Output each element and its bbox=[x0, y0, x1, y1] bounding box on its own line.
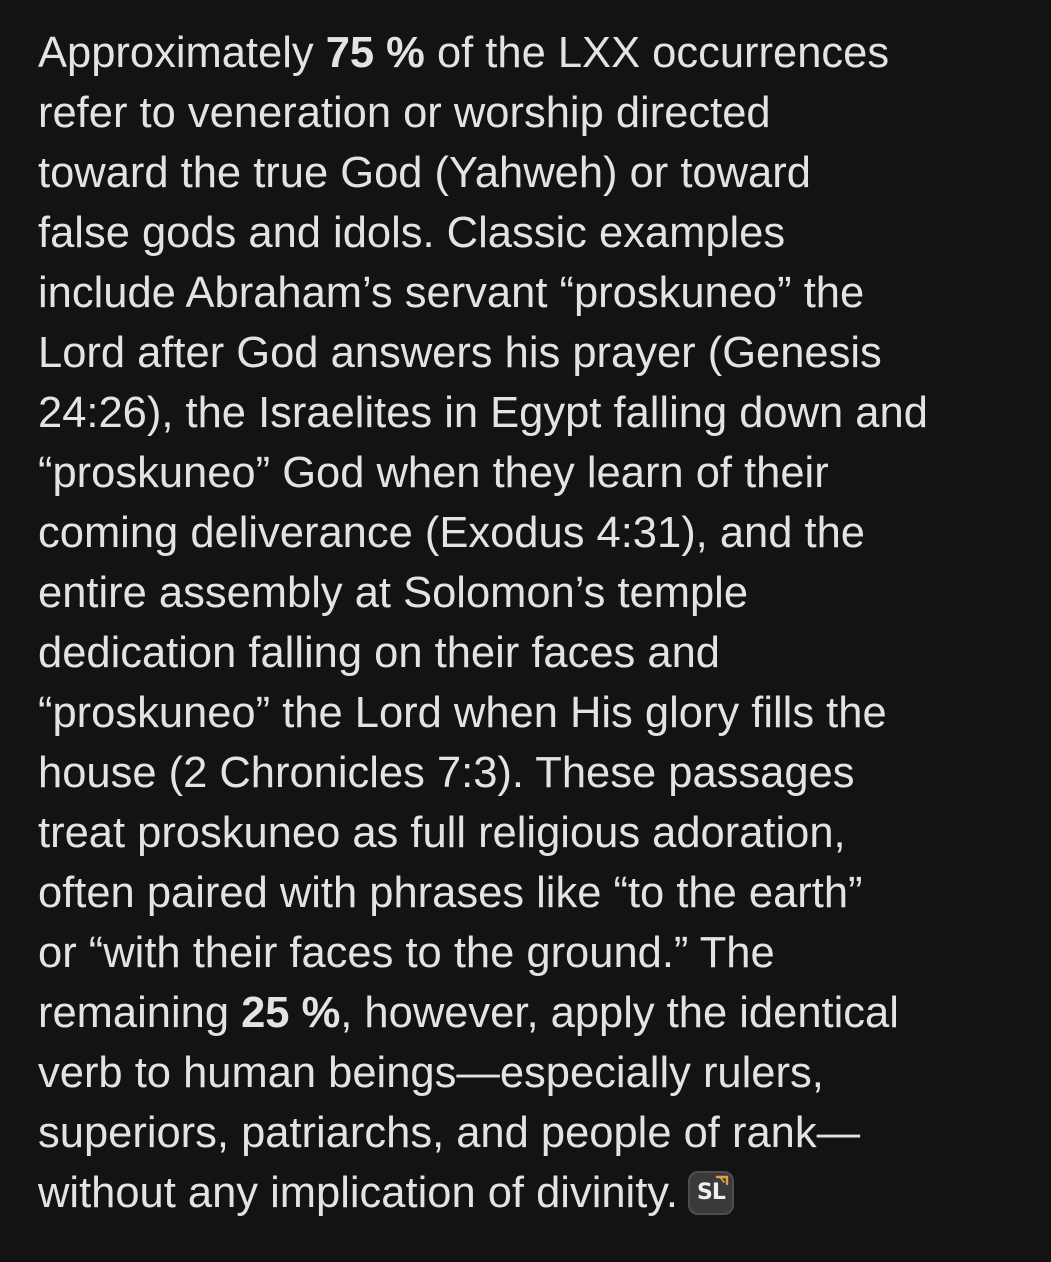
text-line-9: coming deliverance (Exodus 4:31), and the bbox=[38, 509, 865, 557]
text-line-3: toward the true God (Yahweh) or toward bbox=[38, 149, 811, 197]
text-line-15: often paired with phrases like “to the earth” bbox=[38, 869, 863, 917]
source-chip-label: SL bbox=[696, 1180, 725, 1205]
text-line-4: false gods and idols. Classic examples bbox=[38, 209, 786, 257]
text-segment: remaining bbox=[38, 989, 242, 1037]
text-segment: without any implication of divinity. bbox=[38, 1169, 678, 1217]
text-line-16: or “with their faces to the ground.” The bbox=[38, 929, 775, 977]
text-line-13: house (2 Chronicles 7:3). These passages bbox=[38, 749, 855, 797]
bold-stat: 25 % bbox=[241, 989, 341, 1037]
text-line-12: “proskuneo” the Lord when His glory fills the bbox=[38, 689, 887, 737]
text-line-14: treat proskuneo as full religious adoration, bbox=[38, 809, 846, 857]
text-line-10: entire assembly at Solomon’s temple bbox=[38, 569, 749, 617]
text-line-8: “proskuneo” God when they learn of their bbox=[38, 449, 829, 497]
text-line-19: superiors, patriarchs, and people of rank— bbox=[38, 1109, 861, 1157]
text-line-2: refer to veneration or worship directed bbox=[38, 89, 771, 137]
response-paragraph bbox=[38, 23, 1048, 1223]
text-line-11: dedication falling on their faces and bbox=[38, 629, 720, 677]
text-segment: , however, apply the identical bbox=[340, 989, 899, 1037]
text-line-17 bbox=[38, 983, 1048, 1043]
text-segment: Approximately bbox=[38, 29, 326, 77]
text-segment: of the LXX occurrences bbox=[424, 29, 890, 77]
text-line-6: Lord after God answers his prayer (Genesis bbox=[38, 329, 882, 377]
text-line-18: verb to human beings—especially rulers, bbox=[38, 1049, 824, 1097]
source-citation-chip[interactable] bbox=[688, 1171, 734, 1215]
bold-stat: 75 % bbox=[325, 29, 425, 77]
text-line-7: 24:26), the Israelites in Egypt falling down and bbox=[38, 389, 928, 437]
text-line-5: include Abraham’s servant “proskuneo” the bbox=[38, 269, 865, 317]
text-line-1 bbox=[38, 23, 1048, 83]
text-line-20 bbox=[38, 1163, 1048, 1223]
